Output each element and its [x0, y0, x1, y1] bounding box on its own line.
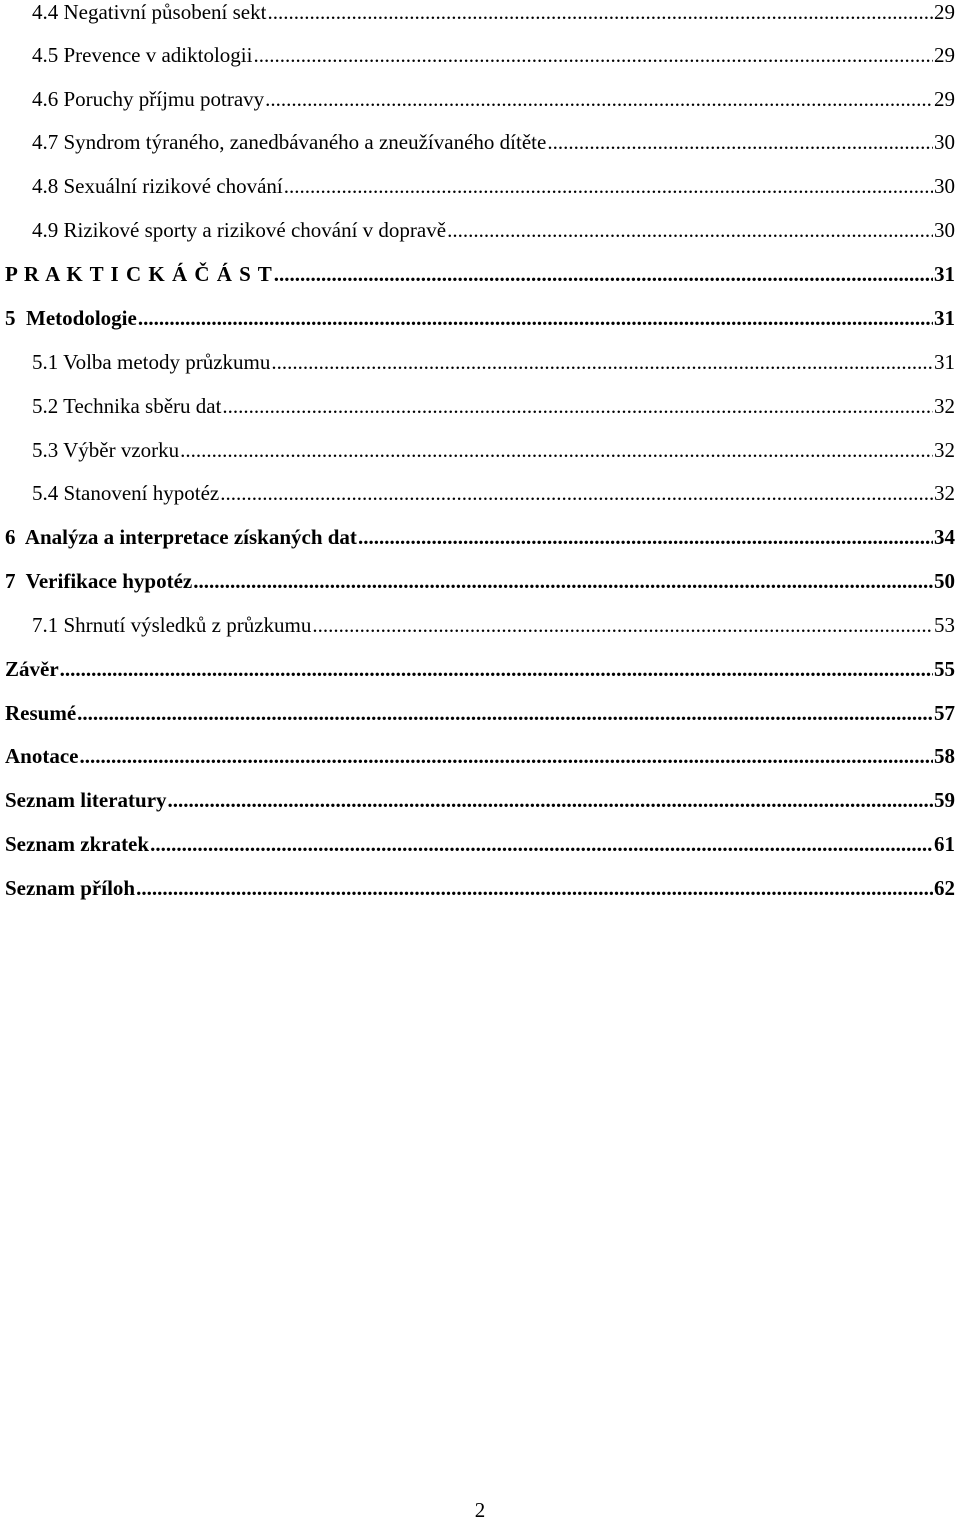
toc-entry-page: 31	[934, 262, 955, 286]
toc-entry-page: 29	[934, 0, 955, 24]
dot-leader	[274, 259, 933, 289]
toc-entry[interactable]	[5, 522, 955, 552]
dot-leader	[547, 127, 933, 157]
toc-entry-page: 58	[934, 744, 955, 768]
toc-entry-page: 32	[934, 394, 955, 418]
dot-leader	[168, 785, 933, 815]
page-number: 2	[474, 1498, 486, 1522]
toc-entry[interactable]	[32, 84, 955, 114]
dot-leader	[77, 698, 933, 728]
dot-leader	[358, 522, 933, 552]
toc-entry[interactable]	[32, 171, 955, 201]
toc-entry-label: 7 Verifikace hypotéz	[5, 569, 193, 593]
toc-entry-label: 5.4 Stanovení hypotéz	[32, 481, 220, 505]
toc-entry-page: 55	[934, 657, 955, 681]
dot-leader	[220, 478, 933, 508]
dot-leader	[312, 610, 933, 640]
toc-entry-page: 34	[934, 525, 955, 549]
toc-entry-page: 62	[934, 876, 955, 900]
toc-entry[interactable]	[32, 127, 955, 157]
toc-entry-page: 29	[934, 43, 955, 67]
toc-entry-label: Resumé	[5, 701, 77, 725]
toc-entry-label: P R A K T I C K Á Č Á S T	[5, 262, 273, 286]
toc-entry-label: 4.9 Rizikové sporty a rizikové chování v dopravě	[32, 218, 447, 242]
toc-entry[interactable]	[32, 215, 955, 245]
toc-entry-label: Seznam zkratek	[5, 832, 150, 856]
toc-entry-label: Seznam příloh	[5, 876, 136, 900]
toc-entry-page: 32	[934, 438, 955, 462]
dot-leader	[267, 0, 933, 27]
toc-entry-label: 5.1 Volba metody průzkumu	[32, 350, 271, 374]
dot-leader	[180, 435, 933, 465]
dot-leader	[193, 566, 933, 596]
toc-entry-page: 30	[934, 130, 955, 154]
toc-entry-page: 53	[934, 613, 955, 637]
toc-entry[interactable]	[32, 610, 955, 640]
dot-leader	[265, 84, 933, 114]
toc-entry[interactable]	[5, 741, 955, 771]
toc-entry-label: 5.2 Technika sběru dat	[32, 394, 222, 418]
toc-entry-label: Seznam literatury	[5, 788, 167, 812]
dot-leader	[222, 391, 933, 421]
toc-entry[interactable]	[32, 347, 955, 377]
toc-entry[interactable]	[5, 698, 955, 728]
toc-entry-label: Závěr	[5, 657, 59, 681]
toc-entry-label: 4.8 Sexuální rizikové chování	[32, 174, 283, 198]
toc-entry[interactable]	[5, 303, 955, 333]
toc-entry-label: 4.7 Syndrom týraného, zanedbávaného a zneužívaného dítěte	[32, 130, 547, 154]
toc-entry-page: 59	[934, 788, 955, 812]
toc-entry[interactable]	[5, 829, 955, 859]
toc-entry-page: 50	[934, 569, 955, 593]
toc-entry[interactable]	[32, 0, 955, 27]
dot-leader	[136, 873, 933, 903]
toc-entry[interactable]	[5, 654, 955, 684]
toc-entry-label: 6 Analýza a interpretace získaných dat	[5, 525, 357, 549]
toc-entry-page: 30	[934, 174, 955, 198]
toc-entry-page: 29	[934, 87, 955, 111]
toc-entry-label: Anotace	[5, 744, 79, 768]
toc-entry-label: 5.3 Výběr vzorku	[32, 438, 180, 462]
toc-entry[interactable]	[32, 478, 955, 508]
dot-leader	[138, 303, 933, 333]
dot-leader	[150, 829, 933, 859]
toc-entry[interactable]	[32, 391, 955, 421]
toc-entry[interactable]	[5, 259, 955, 289]
toc-entry[interactable]	[5, 566, 955, 596]
toc-entry-page: 61	[934, 832, 955, 856]
toc-entry-label: 4.5 Prevence v adiktologii	[32, 43, 253, 67]
dot-leader	[79, 741, 933, 771]
dot-leader	[60, 654, 933, 684]
toc-entry-page: 30	[934, 218, 955, 242]
toc-entry[interactable]	[5, 785, 955, 815]
toc-entry-label: 4.6 Poruchy příjmu potravy	[32, 87, 265, 111]
toc-entry-page: 32	[934, 481, 955, 505]
toc-entry-label: 5 Metodologie	[5, 306, 137, 330]
dot-leader	[284, 171, 933, 201]
dot-leader	[447, 215, 933, 245]
toc-entry-label: 7.1 Shrnutí výsledků z průzkumu	[32, 613, 312, 637]
toc-entry[interactable]	[32, 435, 955, 465]
toc-entry-page: 31	[934, 350, 955, 374]
toc-entry-label: 4.4 Negativní působení sekt	[32, 0, 267, 24]
toc-entry-page: 31	[934, 306, 955, 330]
toc-entry[interactable]	[32, 40, 955, 70]
toc-entry[interactable]	[5, 873, 955, 903]
dot-leader	[253, 40, 933, 70]
dot-leader	[271, 347, 933, 377]
toc-entry-page: 57	[934, 701, 955, 725]
